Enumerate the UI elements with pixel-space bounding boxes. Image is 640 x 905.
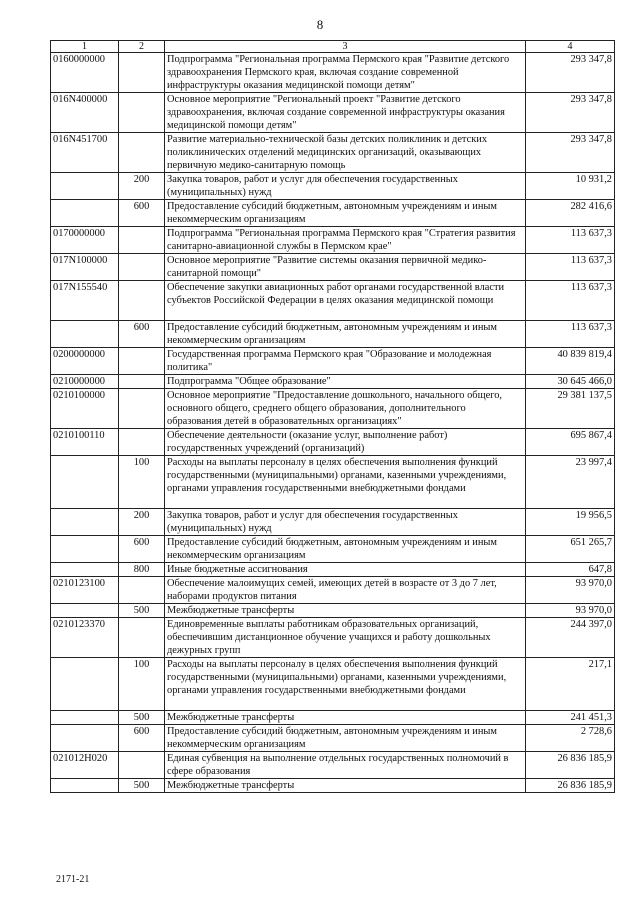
row-name-cell: Предоставление субсидий бюджетным, автономным учреждениям и иным некоммерческим организациям (165, 536, 526, 563)
row-name-cell: Обеспечение закупки авиационных работ органами государственной власти субъектов Российской Федерации в целях оказания медицинской помощи (165, 281, 526, 321)
row-expense-type-cell (119, 133, 165, 173)
row-amount-cell: 113 637,3 (526, 254, 615, 281)
row-name-cell: Развитие материально-технической базы детских поликлиник и детских поликлинических отделений медицинских организаций, оказывающих первичную медико-санитарную помощь (165, 133, 526, 173)
budget-table (50, 40, 615, 793)
row-code-cell (51, 711, 119, 725)
row-code-cell: 016N400000 (51, 93, 119, 133)
row-amount-cell: 647,8 (526, 563, 615, 577)
row-amount-cell: 23 997,4 (526, 456, 615, 509)
table-row (51, 577, 615, 604)
row-code-cell (51, 604, 119, 618)
row-amount-cell: 26 836 185,9 (526, 779, 615, 793)
row-code-cell: 016N451700 (51, 133, 119, 173)
row-amount-cell: 217,1 (526, 658, 615, 711)
row-expense-type-cell (119, 254, 165, 281)
table-row (51, 456, 615, 509)
row-expense-type-cell: 600 (119, 321, 165, 348)
row-name-cell: Основное мероприятие "Региональный проект "Развитие детского здравоохранения, включая создание современной инфраструктуры оказания медицинской помощи детям" (165, 93, 526, 133)
row-code-cell (51, 779, 119, 793)
row-expense-type-cell (119, 752, 165, 779)
row-amount-cell: 293 347,8 (526, 133, 615, 173)
row-code-cell: 0200000000 (51, 348, 119, 375)
row-name-cell: Обеспечение малоимущих семей, имеющих детей в возрасте от 3 до 7 лет, наборами продуктов питания (165, 577, 526, 604)
table-row (51, 711, 615, 725)
row-name-cell: Закупка товаров, работ и услуг для обеспечения государственных (муниципальных) нужд (165, 173, 526, 200)
row-expense-type-cell: 500 (119, 604, 165, 618)
table-row (51, 227, 615, 254)
row-expense-type-cell (119, 53, 165, 93)
row-amount-cell: 113 637,3 (526, 227, 615, 254)
column-header-code: 1 (51, 41, 119, 53)
row-amount-cell: 29 381 137,5 (526, 389, 615, 429)
row-code-cell (51, 509, 119, 536)
row-code-cell (51, 658, 119, 711)
row-amount-cell: 19 956,5 (526, 509, 615, 536)
row-amount-cell: 293 347,8 (526, 53, 615, 93)
row-name-cell: Расходы на выплаты персоналу в целях обеспечения выполнения функций государственными (муниципальными) органами, казенными учреждениями, органами управления государственными внебюджетными фондами (165, 658, 526, 711)
table-row (51, 281, 615, 321)
table-row (51, 779, 615, 793)
row-code-cell (51, 173, 119, 200)
row-code-cell: 0170000000 (51, 227, 119, 254)
table-row (51, 254, 615, 281)
row-expense-type-cell (119, 227, 165, 254)
row-amount-cell: 282 416,6 (526, 200, 615, 227)
row-amount-cell: 695 867,4 (526, 429, 615, 456)
row-expense-type-cell (119, 281, 165, 321)
row-name-cell: Обеспечение деятельности (оказание услуг, выполнение работ) государственных учреждений (организаций) (165, 429, 526, 456)
page-number: 8 (316, 17, 324, 32)
row-expense-type-cell: 100 (119, 658, 165, 711)
table-row (51, 321, 615, 348)
row-name-cell: Подпрограмма "Региональная программа Пермского края "Развитие детского здравоохранения Пермского края, включая создание современной инфраструктуры оказания медицинской помощи детям" (165, 53, 526, 93)
row-code-cell: 0210123370 (51, 618, 119, 658)
row-code-cell (51, 456, 119, 509)
table-row (51, 618, 615, 658)
row-name-cell: Государственная программа Пермского края "Образование и молодежная политика" (165, 348, 526, 375)
row-name-cell: Единовременные выплаты работникам образовательных организаций, обеспечившим дистанционное обучение учащихся и работу дошкольных дежурных групп (165, 618, 526, 658)
row-amount-cell: 241 451,3 (526, 711, 615, 725)
row-name-cell: Межбюджетные трансферты (165, 711, 526, 725)
row-code-cell (51, 200, 119, 227)
column-header-expense-type: 2 (119, 41, 165, 53)
row-name-cell: Основное мероприятие "Развитие системы оказания первичной медико-санитарной помощи" (165, 254, 526, 281)
row-amount-cell: 113 637,3 (526, 321, 615, 348)
row-name-cell: Иные бюджетные ассигнования (165, 563, 526, 577)
row-amount-cell: 93 970,0 (526, 577, 615, 604)
table-row (51, 658, 615, 711)
row-name-cell: Межбюджетные трансферты (165, 604, 526, 618)
row-amount-cell: 651 265,7 (526, 536, 615, 563)
row-expense-type-cell: 200 (119, 509, 165, 536)
table-row (51, 389, 615, 429)
row-expense-type-cell (119, 348, 165, 375)
row-name-cell: Единая субвенция на выполнение отдельных государственных полномочий в сфере образования (165, 752, 526, 779)
row-name-cell: Предоставление субсидий бюджетным, автономным учреждениям и иным некоммерческим организациям (165, 725, 526, 752)
row-name-cell: Расходы на выплаты персоналу в целях обеспечения выполнения функций государственными (муниципальными) органами, казенными учреждениями, органами управления государственными внебюджетными фондами (165, 456, 526, 509)
table-row (51, 375, 615, 389)
table-row (51, 604, 615, 618)
row-expense-type-cell: 800 (119, 563, 165, 577)
row-expense-type-cell: 600 (119, 200, 165, 227)
row-amount-cell: 40 839 819,4 (526, 348, 615, 375)
row-code-cell: 0210123100 (51, 577, 119, 604)
row-expense-type-cell: 500 (119, 711, 165, 725)
row-name-cell: Подпрограмма "Региональная программа Пермского края "Стратегия развития санитарно-авиационной службы в Пермском крае" (165, 227, 526, 254)
table-row (51, 563, 615, 577)
row-name-cell: Закупка товаров, работ и услуг для обеспечения государственных (муниципальных) нужд (165, 509, 526, 536)
table-row (51, 509, 615, 536)
row-amount-cell: 26 836 185,9 (526, 752, 615, 779)
row-code-cell (51, 321, 119, 348)
row-expense-type-cell (119, 577, 165, 604)
table-header-row (51, 41, 615, 53)
table-row (51, 93, 615, 133)
row-amount-cell: 2 728,6 (526, 725, 615, 752)
column-header-amount: 4 (526, 41, 615, 53)
table-row (51, 725, 615, 752)
table-row (51, 53, 615, 93)
row-name-cell: Подпрограмма "Общее образование" (165, 375, 526, 389)
row-amount-cell: 93 970,0 (526, 604, 615, 618)
row-code-cell: 0160000000 (51, 53, 119, 93)
document-code: 2171-21 (56, 874, 90, 885)
row-expense-type-cell: 500 (119, 779, 165, 793)
row-code-cell: 021012H020 (51, 752, 119, 779)
row-code-cell (51, 725, 119, 752)
table-row (51, 752, 615, 779)
row-code-cell: 0210100000 (51, 389, 119, 429)
table-row (51, 173, 615, 200)
row-expense-type-cell (119, 93, 165, 133)
table-row (51, 429, 615, 456)
table-row (51, 536, 615, 563)
row-expense-type-cell: 200 (119, 173, 165, 200)
table-row (51, 348, 615, 375)
row-code-cell: 0210000000 (51, 375, 119, 389)
row-expense-type-cell (119, 429, 165, 456)
column-header-name: 3 (165, 41, 526, 53)
row-code-cell (51, 563, 119, 577)
row-expense-type-cell (119, 375, 165, 389)
row-amount-cell: 30 645 466,0 (526, 375, 615, 389)
row-expense-type-cell: 600 (119, 725, 165, 752)
table-row (51, 133, 615, 173)
row-expense-type-cell (119, 389, 165, 429)
row-name-cell: Предоставление субсидий бюджетным, автономным учреждениям и иным некоммерческим организациям (165, 321, 526, 348)
table-row (51, 200, 615, 227)
row-name-cell: Основное мероприятие "Предоставление дошкольного, начального общего, основного общего, среднего общего образования, дополнительного образования детей в образовательных организациях" (165, 389, 526, 429)
row-name-cell: Предоставление субсидий бюджетным, автономным учреждениям и иным некоммерческим организациям (165, 200, 526, 227)
row-expense-type-cell: 600 (119, 536, 165, 563)
row-code-cell: 0210100110 (51, 429, 119, 456)
row-amount-cell: 244 397,0 (526, 618, 615, 658)
row-expense-type-cell: 100 (119, 456, 165, 509)
row-name-cell: Межбюджетные трансферты (165, 779, 526, 793)
budget-table-body (51, 53, 615, 793)
row-amount-cell: 10 931,2 (526, 173, 615, 200)
row-code-cell: 017N100000 (51, 254, 119, 281)
row-code-cell (51, 536, 119, 563)
row-amount-cell: 293 347,8 (526, 93, 615, 133)
row-code-cell: 017N155540 (51, 281, 119, 321)
row-amount-cell: 113 637,3 (526, 281, 615, 321)
row-expense-type-cell (119, 618, 165, 658)
